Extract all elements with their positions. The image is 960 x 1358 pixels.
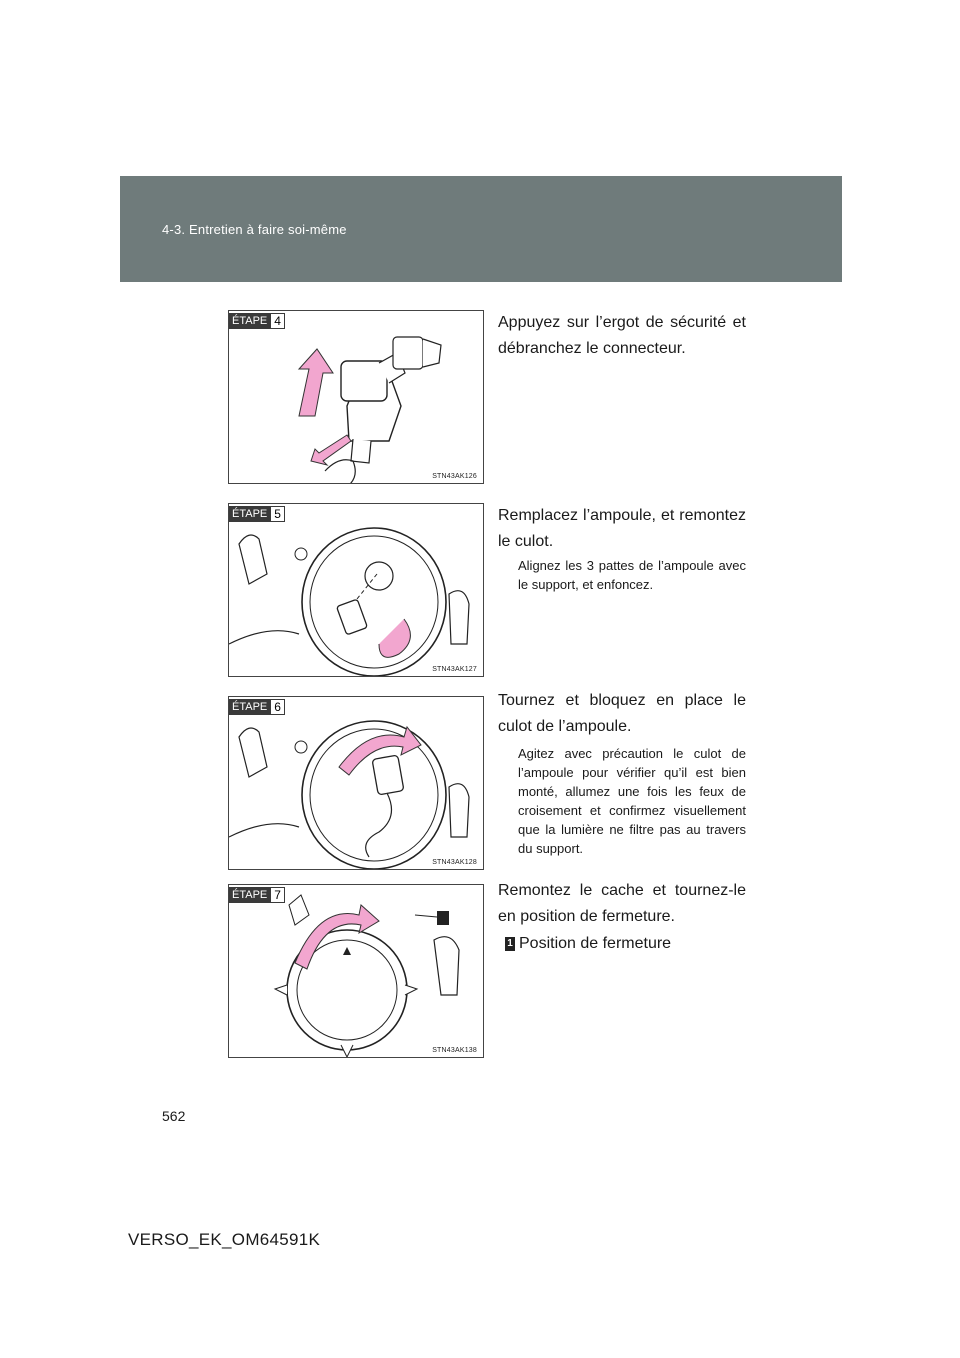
chapter-header-band (120, 176, 842, 282)
step-tag (229, 887, 285, 903)
bulb-twist-illustration (229, 697, 484, 870)
step-tag (229, 506, 285, 522)
step-4-instruction: Appuyez sur l’ergot de sécurité et débranchez le connecteur. (498, 314, 746, 357)
figure-code: STN43AK128 (432, 859, 477, 866)
figure-step-7 (228, 884, 484, 1058)
figure-code: STN43AK126 (432, 473, 477, 480)
step-6-instruction: Tournez et bloquez en place le culot de l’ampoule. (498, 692, 746, 735)
legend-closing-position (505, 935, 671, 953)
step-tag-label: ÉTAPE (229, 699, 270, 715)
step-number: 7 (270, 887, 285, 903)
step-tag (229, 699, 285, 715)
document-code: VERSO_EK_OM64591K (128, 1230, 321, 1249)
legend-label: Position de fermeture (519, 935, 672, 952)
step-number: 5 (270, 506, 285, 522)
step-6-note: Agitez avec précaution le culot de l’ampoule pour vérifier qu’il est bien monté, allumez une fois les feux de croisement et confirmez visuellement que la lumière ne filtre pas au travers du support. (518, 746, 746, 856)
step-number: 4 (270, 313, 285, 329)
figure-step-6 (228, 696, 484, 870)
cover-close-illustration (229, 885, 484, 1058)
step-tag (229, 313, 285, 329)
chapter-title: 4-3. Entretien à faire soi-même (162, 222, 347, 237)
figure-step-5 (228, 503, 484, 677)
step-tag-label: ÉTAPE (229, 313, 270, 329)
step-tag-label: ÉTAPE (229, 887, 270, 903)
step-number: 6 (270, 699, 285, 715)
step-7-instruction: Remontez le cache et tournez-le en position de fermeture. (498, 882, 746, 925)
legend-badge: 1 (505, 937, 515, 951)
figure-step-4 (228, 310, 484, 484)
page-number: 562 (162, 1108, 186, 1124)
step-tag-label: ÉTAPE (229, 506, 270, 522)
step-5-note: Alignez les 3 pattes de l’ampoule avec le support, et enfoncez. (518, 558, 746, 592)
figure-code: STN43AK127 (432, 666, 477, 673)
figure-code: STN43AK138 (432, 1047, 477, 1054)
bulb-connector-illustration (229, 311, 484, 484)
step-5-instruction: Remplacez l’ampoule, et remontez le culot. (498, 507, 746, 550)
bulb-replace-illustration (229, 504, 484, 677)
